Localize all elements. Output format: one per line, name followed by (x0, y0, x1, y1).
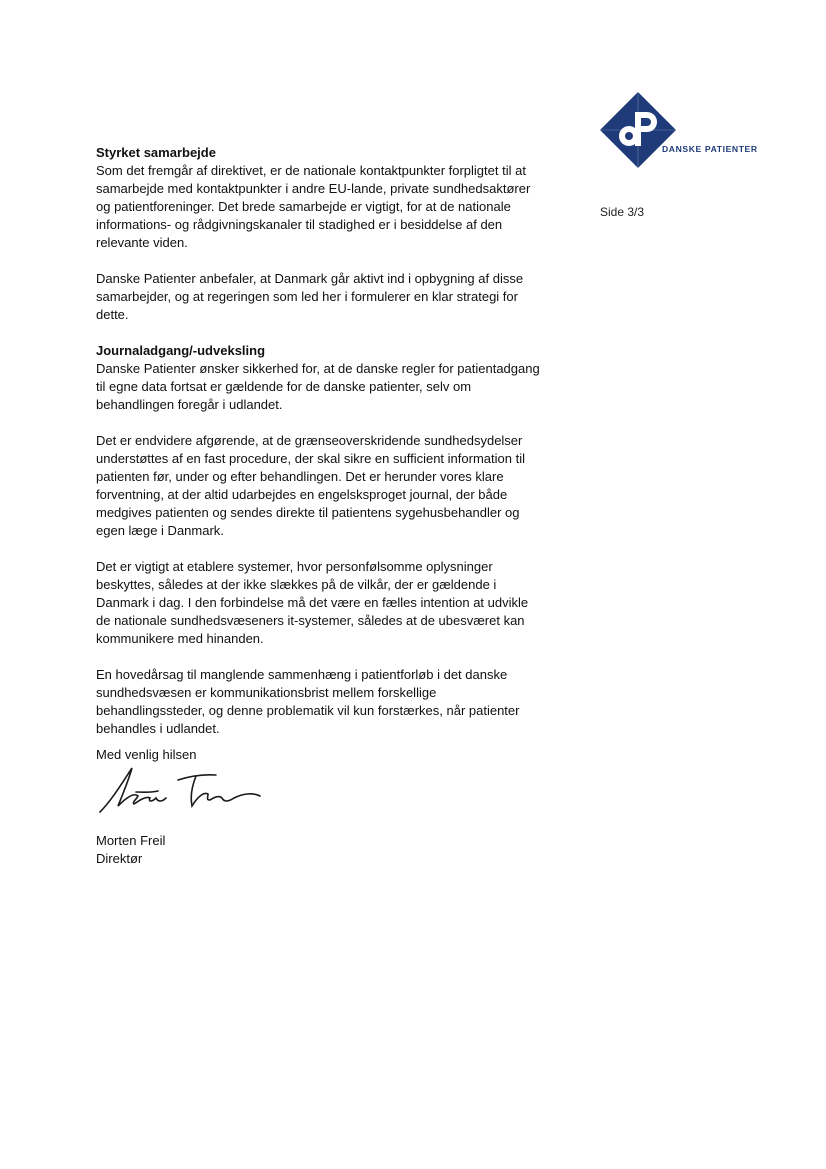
danske-patienter-logo-icon (598, 90, 678, 170)
page-number: Side 3/3 (600, 205, 645, 219)
paragraph: Danske Patienter ønsker sikkerhed for, at de danske regler for patientadgang til egne data fortsat er gældende for de danske patienter, selv om behandlingen foregår i udlandet. (96, 361, 540, 412)
section-heading: Journaladgang/-udveksling (96, 343, 266, 358)
logo (598, 90, 768, 170)
signatory (96, 832, 165, 868)
signatory-name: Morten Freil (96, 833, 166, 848)
paragraph: Det er vigtigt at etablere systemer, hvor personfølsomme oplysninger beskyttes, således at der ikke slækkes på de vilkår, der er gældende i Danmark i dag. I den forbindelse må det være en fælles intention at udvikle de nationale sundhedsvæseners it-systemer, således at de ubesværet kan kommunikere med hinanden. (96, 559, 529, 646)
paragraph: Som det fremgår af direktivet, er de nationale kontaktpunkter forpligtet til at samarbejde med kontaktpunkter i andre EU-lande, private sundhedsaktører og patientforeninger. Det brede samarbejde er vigtigt, for at de nationale informations- og rådgivningskanaler til stadighed er i besiddelse af den relevante viden. (96, 163, 531, 250)
paragraph: Det er endvidere afgørende, at de grænseoverskridende sundhedsydelser understøttes af en fast procedure, der skal sikre en sufficient information til patienten før, under og efter behandlingen. Det er herunder vores klare forventning, at der altid udarbejdes en engelsksproget journal, der både medgives patienten og sendes direkte til patientens sygehusbehandler og egen læge i Danmark. (96, 433, 525, 538)
letter-body (96, 144, 546, 756)
section-heading: Styrket samarbejde (96, 145, 216, 160)
brand-name: DANSKE PATIENTER (662, 144, 758, 154)
signature-icon (92, 762, 282, 820)
signatory-title: Direktør (96, 851, 143, 866)
paragraph: Danske Patienter anbefaler, at Danmark går aktivt ind i opbygning af disse samarbejder, og at regeringen som led her i formulerer en klar strategi for dette. (96, 271, 524, 322)
salutation: Med venlig hilsen (96, 747, 197, 762)
paragraph: En hovedårsag til manglende sammenhæng i patientforløb i det danske sundhedsvæsen er kommunikationsbrist mellem forskellige behandlingssteder, og denne problematik vil kun forstærkes, når patienter behandles i udlandet. (96, 667, 520, 736)
